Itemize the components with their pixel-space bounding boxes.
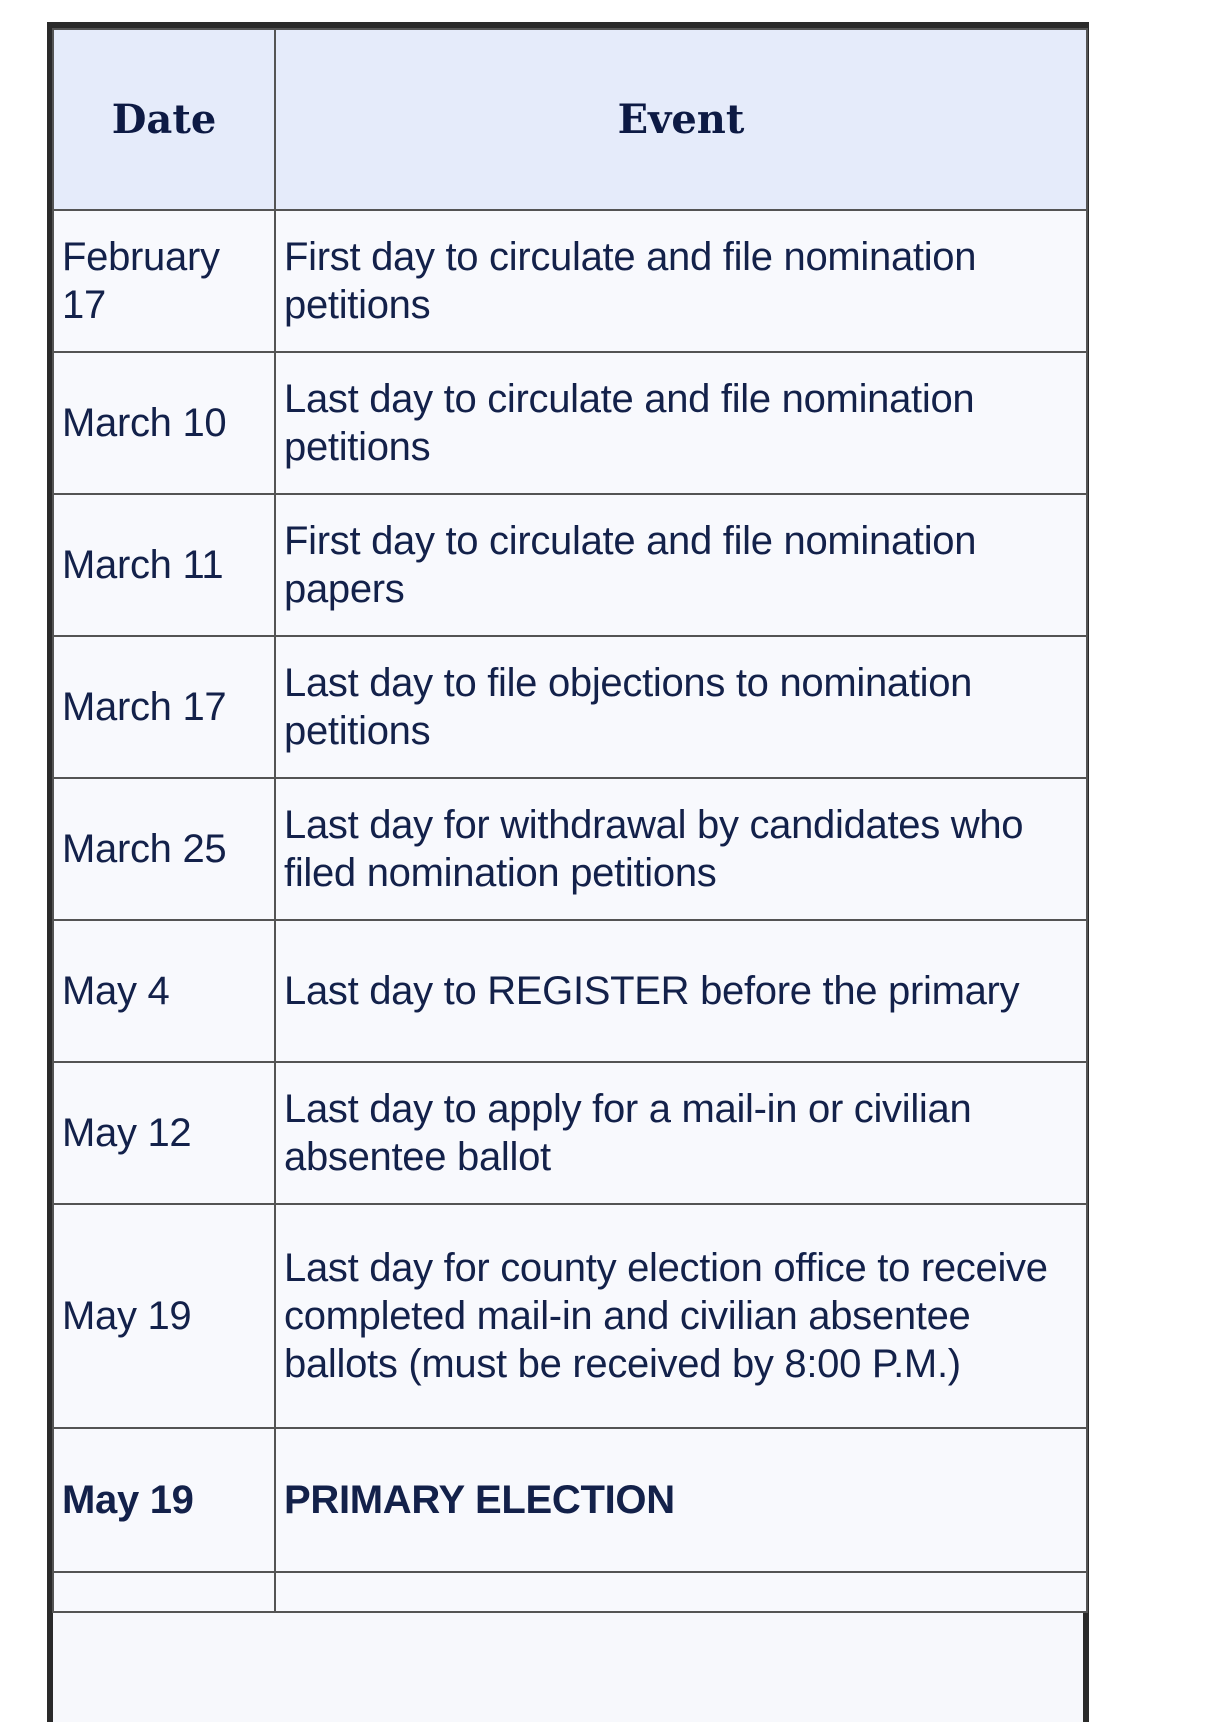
event-cell: Last day to circulate and file nomination petitions <box>275 352 1087 494</box>
date-cell: May 4 <box>53 920 275 1062</box>
event-cell: Last day for county election office to receive completed mail-in and civilian absentee ballots (must be received by 8:00 P.M.) <box>275 1204 1087 1428</box>
event-cell: PRIMARY ELECTION <box>275 1428 1087 1572</box>
table-row <box>53 352 1087 494</box>
table-row <box>53 636 1087 778</box>
table-row <box>53 494 1087 636</box>
table-row <box>53 920 1087 1062</box>
date-cell: May 12 <box>53 1062 275 1204</box>
date-cell: March 25 <box>53 778 275 920</box>
event-cell: First day to circulate and file nomination petitions <box>275 210 1087 352</box>
event-column-header: Event <box>275 29 1087 210</box>
event-cell <box>275 1572 1087 1612</box>
date-cell: March 17 <box>53 636 275 778</box>
date-cell: May 19 <box>53 1204 275 1428</box>
event-cell: First day to circulate and file nomination papers <box>275 494 1087 636</box>
table-header-row <box>53 29 1087 210</box>
date-column-header: Date <box>53 29 275 210</box>
date-cell: March 11 <box>53 494 275 636</box>
date-cell: February 17 <box>53 210 275 352</box>
event-cell: Last day to file objections to nomination petitions <box>275 636 1087 778</box>
event-cell: Last day to REGISTER before the primary <box>275 920 1087 1062</box>
table-row-partial <box>53 1572 1087 1612</box>
table-row <box>53 1062 1087 1204</box>
table-row <box>53 1204 1087 1428</box>
table-row <box>53 778 1087 920</box>
table-row-primary-election <box>53 1428 1087 1572</box>
date-cell: May 19 <box>53 1428 275 1572</box>
table-row <box>53 210 1087 352</box>
event-cell: Last day to apply for a mail-in or civilian absentee ballot <box>275 1062 1087 1204</box>
election-calendar-table <box>52 28 1088 1613</box>
event-cell: Last day for withdrawal by candidates who filed nomination petitions <box>275 778 1087 920</box>
date-cell <box>53 1572 275 1612</box>
date-cell: March 10 <box>53 352 275 494</box>
